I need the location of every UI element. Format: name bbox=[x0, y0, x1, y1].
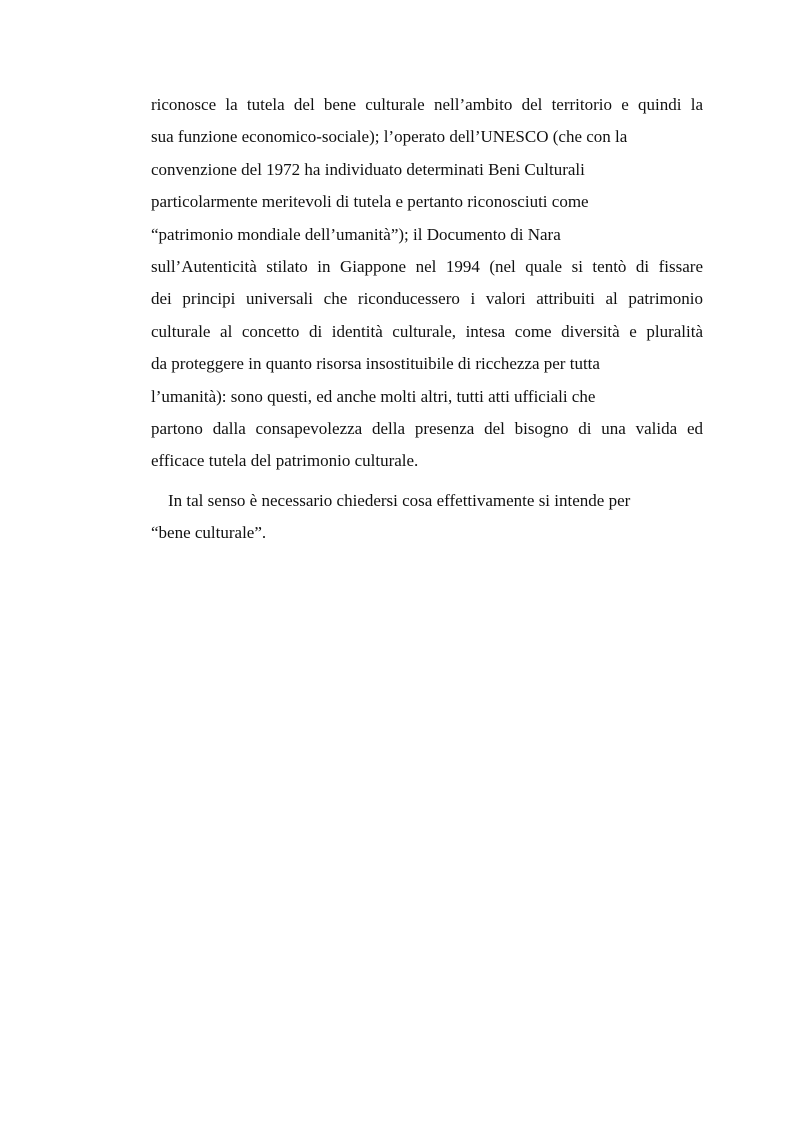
paragraph-spacer bbox=[151, 478, 703, 485]
paragraph-line: dei principi universali che riconducessero i valori attribuiti al patrimonio bbox=[151, 289, 703, 309]
paragraph-line: sua funzione economico-sociale); l’operato dell’UNESCO (che con la bbox=[151, 127, 628, 147]
paragraph bbox=[151, 89, 703, 478]
paragraph-line: riconosce la tutela del bene culturale nell’ambito del territorio e quindi la bbox=[151, 95, 703, 114]
paragraph-line: convenzione del 1972 ha individuato determinati Beni Culturali bbox=[151, 159, 585, 179]
paragraph-line: da proteggere in quanto risorsa insostituibile di ricchezza per tutta bbox=[151, 354, 600, 374]
paragraph-line: partono dalla consapevolezza della presenza del bisogno di una valida ed bbox=[151, 418, 703, 438]
paragraph-line: l’umanità): sono questi, ed anche molti altri, tutti atti ufficiali che bbox=[151, 386, 596, 406]
paragraph-line: culturale al concetto di identità culturale, intesa come diversità e pluralità bbox=[151, 321, 703, 341]
paragraph-line: In tal senso è necessario chiedersi cosa effettivamente si intende per bbox=[168, 490, 631, 510]
paragraph-line: efficace tutela del patrimonio culturale. bbox=[151, 451, 419, 471]
body-text bbox=[151, 89, 703, 549]
paragraph bbox=[151, 485, 703, 550]
paragraph-line: sull’Autenticità stilato in Giappone nel 1994 (nel quale si tentò di fissare bbox=[151, 256, 703, 276]
paragraph-line: “patrimonio mondiale dell’umanità”); il Documento di Nara bbox=[151, 224, 561, 244]
paragraph-line: “bene culturale”. bbox=[151, 523, 267, 543]
paragraph-line: particolarmente meritevoli di tutela e pertanto riconosciuti come bbox=[151, 192, 589, 212]
